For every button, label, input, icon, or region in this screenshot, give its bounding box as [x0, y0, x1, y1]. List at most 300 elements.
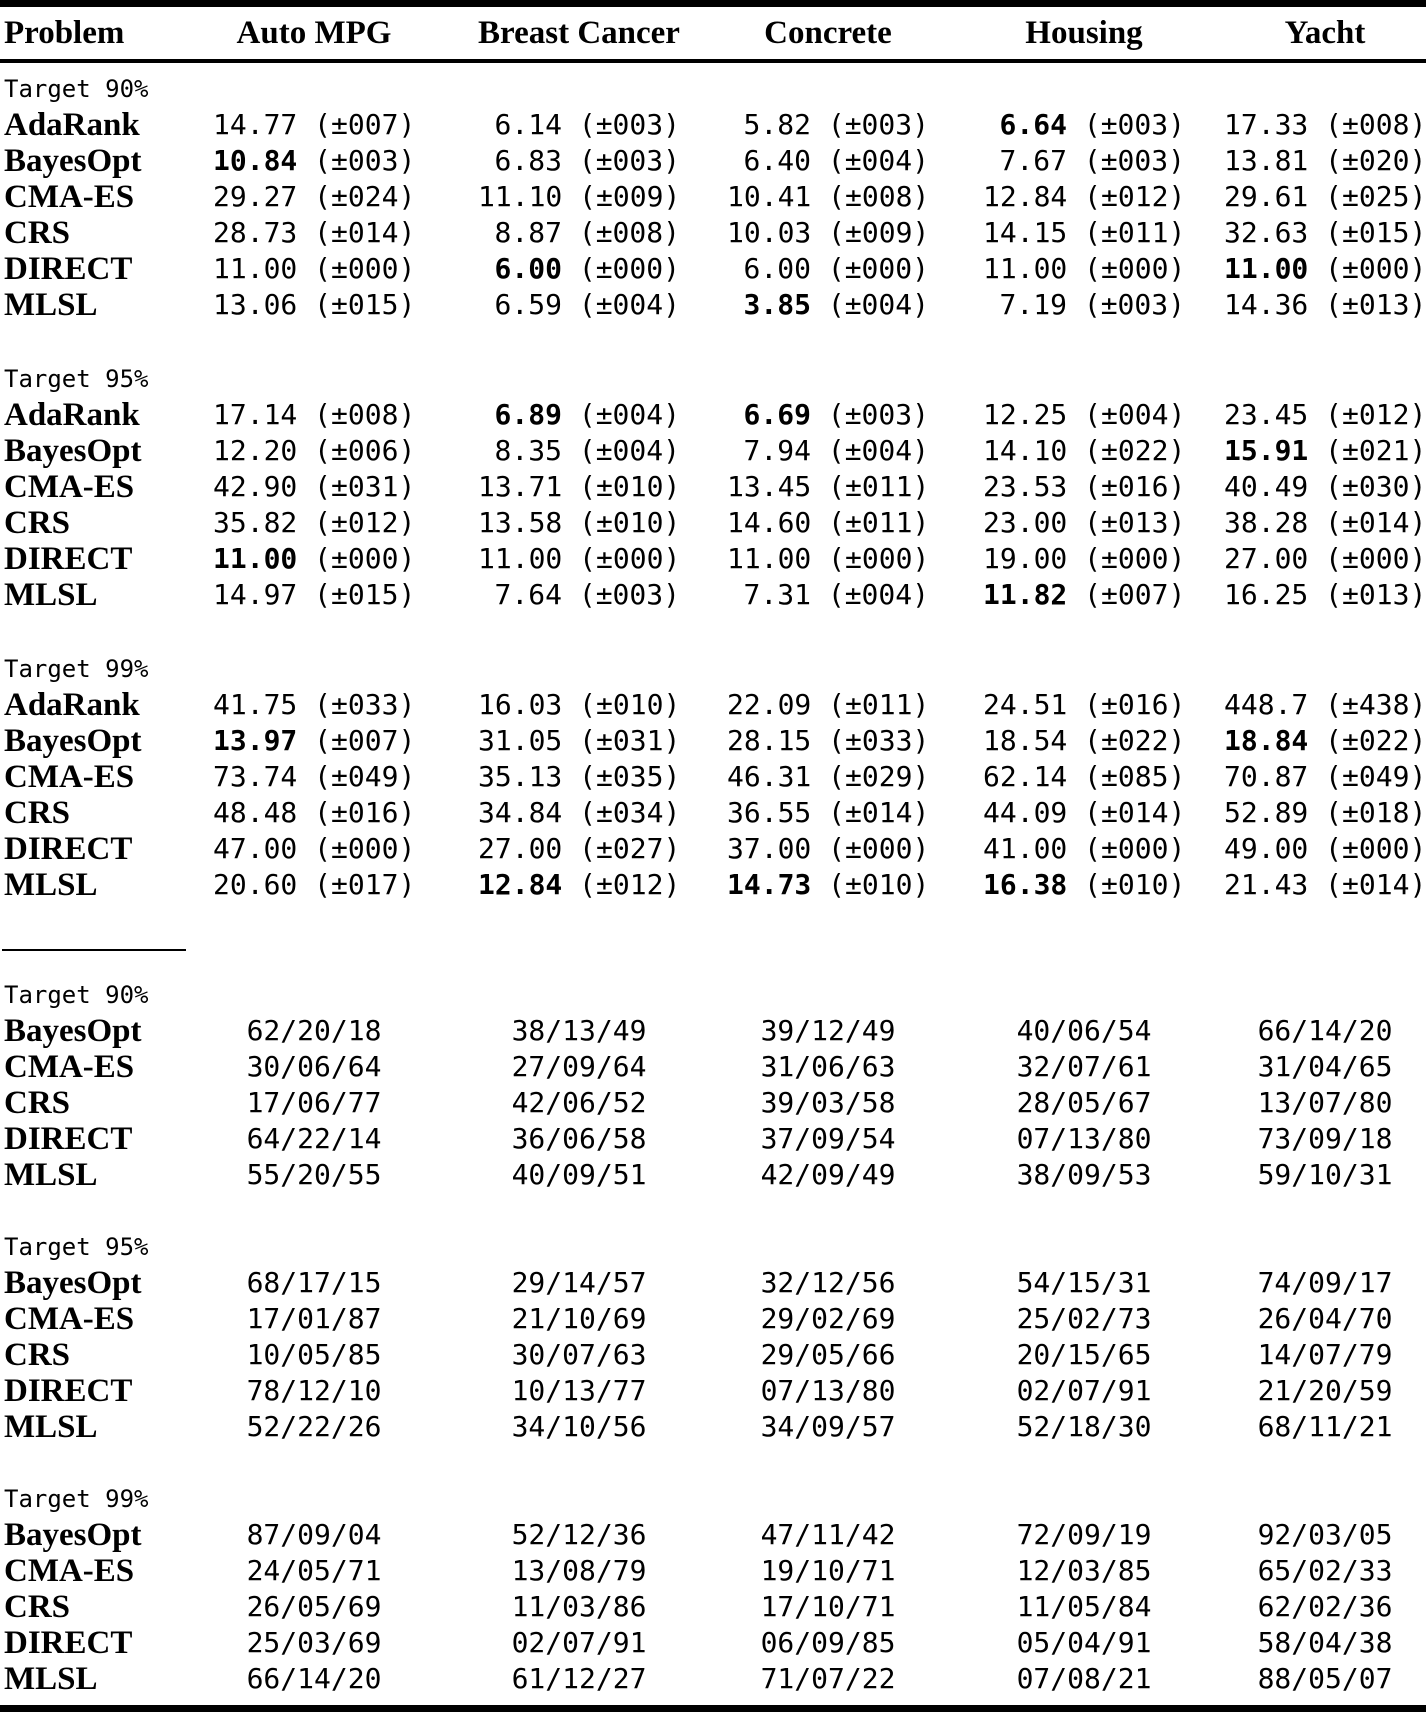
ratio-value: 36/06/58	[511, 1122, 647, 1155]
ratio-value: 54/15/31	[1016, 1266, 1152, 1299]
result-cell	[929, 180, 1186, 213]
result-cell	[680, 578, 929, 611]
result-value: 12.84	[478, 868, 563, 901]
result-value: 23.45	[1224, 398, 1309, 431]
result-value: 11.00	[983, 252, 1068, 285]
result-error: (±027)	[579, 832, 681, 865]
result-value: 7.94	[743, 434, 811, 467]
ratio-cell	[929, 1122, 1185, 1155]
result-error: (±022)	[1084, 434, 1186, 467]
result-cell	[1185, 398, 1426, 431]
result-error: (±000)	[1325, 832, 1426, 865]
result-error: (±014)	[828, 796, 930, 829]
table-row	[0, 107, 1426, 143]
result-value: 22.09	[727, 688, 812, 721]
ratio-value: 34/10/56	[511, 1410, 647, 1443]
method-label: BayesOpt	[4, 432, 142, 469]
target-label-row	[0, 1229, 1426, 1265]
method-label: AdaRank	[4, 396, 140, 433]
result-cell	[190, 506, 416, 539]
result-cell	[1185, 832, 1426, 865]
result-error: (±010)	[579, 506, 681, 539]
ratio-value: 17/06/77	[246, 1086, 382, 1119]
ratio-cell	[1185, 1626, 1426, 1659]
result-cell	[190, 688, 416, 721]
ratio-value: 10/05/85	[246, 1338, 382, 1371]
result-value: 16.25	[1224, 578, 1309, 611]
result-value: 47.00	[213, 832, 298, 865]
result-error: (±000)	[578, 252, 680, 285]
ratio-cell	[1185, 1158, 1426, 1191]
result-error: (±000)	[828, 542, 930, 575]
ratio-cell	[415, 1338, 680, 1371]
ratio-value: 26/04/70	[1257, 1302, 1393, 1335]
ratio-cell	[1185, 1554, 1426, 1587]
result-cell	[929, 832, 1186, 865]
ratio-cell	[680, 1662, 929, 1695]
column-header-label: Auto MPG	[236, 14, 392, 51]
result-value: 6.14	[494, 108, 562, 141]
result-value: 7.67	[999, 144, 1067, 177]
result-value: 17.14	[213, 398, 298, 431]
result-cell	[190, 832, 416, 865]
result-value: 6.40	[743, 144, 811, 177]
result-value: 13.45	[727, 470, 812, 503]
result-value: 12.84	[983, 180, 1068, 213]
bottom-rule	[0, 1705, 1426, 1712]
result-value: 21.43	[1224, 868, 1309, 901]
result-error: (±003)	[1083, 288, 1185, 321]
method-label: DIRECT	[4, 1624, 133, 1661]
column-header-label: Concrete	[764, 14, 892, 51]
target-label: Target 90%	[4, 980, 149, 1009]
result-cell	[680, 252, 929, 285]
ratio-cell	[190, 1590, 415, 1623]
result-value: 14.36	[1224, 288, 1309, 321]
ratio-cell	[190, 1050, 415, 1083]
result-value: 35.13	[478, 760, 563, 793]
result-value: 41.75	[213, 688, 298, 721]
ratio-cell	[190, 1086, 415, 1119]
header-rule	[0, 59, 1426, 63]
result-cell	[1185, 688, 1426, 721]
table-row	[0, 143, 1426, 179]
result-value: 14.97	[213, 578, 298, 611]
result-value: 13.81	[1224, 144, 1309, 177]
result-value: 6.64	[999, 108, 1067, 141]
result-error: (±016)	[1084, 470, 1186, 503]
result-cell	[1185, 542, 1426, 575]
ratio-value: 87/09/04	[246, 1518, 382, 1551]
result-cell	[1185, 434, 1426, 467]
table-row	[0, 251, 1426, 287]
ratio-cell	[415, 1086, 680, 1119]
ratio-cell	[415, 1590, 680, 1623]
result-value: 12.25	[983, 398, 1068, 431]
method-label: CMA-ES	[4, 1300, 135, 1337]
result-cell	[929, 252, 1186, 285]
result-error: (±035)	[579, 760, 681, 793]
result-value: 13.58	[478, 506, 563, 539]
result-error: (±021)	[1325, 434, 1426, 467]
result-error: (±022)	[1084, 724, 1186, 757]
result-error: (±003)	[1083, 108, 1185, 141]
ratio-value: 29/05/66	[760, 1338, 896, 1371]
ratio-value: 42/09/49	[760, 1158, 896, 1191]
result-error: (±029)	[828, 760, 930, 793]
result-cell	[929, 506, 1186, 539]
result-value: 35.82	[213, 506, 298, 539]
result-cell	[929, 288, 1185, 321]
result-value: 27.00	[1224, 542, 1309, 575]
result-value: 18.54	[983, 724, 1068, 757]
top-rule	[0, 0, 1426, 7]
ratio-value: 02/07/91	[511, 1626, 647, 1659]
result-cell	[1185, 760, 1426, 793]
result-error: (±020)	[1325, 144, 1426, 177]
result-value: 11.00	[213, 252, 298, 285]
result-cell	[680, 832, 930, 865]
result-value: 14.60	[727, 506, 812, 539]
ratio-cell	[680, 1086, 929, 1119]
table-row	[0, 287, 1426, 323]
result-error: (±004)	[827, 434, 929, 467]
method-label: CRS	[4, 214, 71, 251]
method-label: CRS	[4, 1588, 71, 1625]
result-value: 40.49	[1224, 470, 1309, 503]
table-row	[0, 1265, 1426, 1301]
result-cell	[929, 724, 1186, 757]
result-error: (±004)	[578, 434, 680, 467]
ratio-value: 68/17/15	[246, 1266, 382, 1299]
table-row	[0, 759, 1426, 795]
ratio-value: 55/20/55	[246, 1158, 382, 1191]
result-cell	[190, 470, 416, 503]
ratio-cell	[929, 1374, 1185, 1407]
result-error: (±012)	[314, 506, 416, 539]
ratio-cell	[1185, 1338, 1426, 1371]
result-value: 5.82	[743, 108, 811, 141]
col-header-problem	[0, 14, 190, 51]
result-value: 8.87	[494, 216, 562, 249]
result-value: 36.55	[727, 796, 812, 829]
result-cell	[1185, 868, 1426, 901]
result-error: (±011)	[828, 470, 930, 503]
ratio-value: 10/13/77	[511, 1374, 647, 1407]
result-error: (±003)	[578, 144, 680, 177]
result-value: 11.10	[478, 180, 563, 213]
ratio-value: 39/03/58	[760, 1086, 896, 1119]
result-cell	[929, 796, 1186, 829]
ratio-value: 21/10/69	[511, 1302, 647, 1335]
method-label: DIRECT	[4, 830, 133, 867]
result-cell	[190, 578, 416, 611]
result-value: 11.00	[727, 542, 812, 575]
ratio-value: 62/02/36	[1257, 1590, 1393, 1623]
results-section	[0, 651, 1426, 903]
result-error: (±014)	[1084, 796, 1186, 829]
ratio-value: 07/13/80	[760, 1374, 896, 1407]
ratio-cell	[1185, 1302, 1426, 1335]
ratio-value: 74/09/17	[1257, 1266, 1393, 1299]
table-row	[0, 1625, 1426, 1661]
result-value: 28.73	[213, 216, 298, 249]
result-error: (±000)	[579, 542, 681, 575]
result-error: (±015)	[1325, 216, 1426, 249]
ratio-cell	[680, 1122, 929, 1155]
result-cell	[415, 724, 681, 757]
result-cell	[680, 216, 930, 249]
result-error: (±014)	[314, 216, 416, 249]
table-row	[0, 1049, 1426, 1085]
result-error: (±000)	[1325, 252, 1426, 285]
result-error: (±000)	[314, 252, 416, 285]
method-label: MLSL	[4, 286, 98, 323]
result-value: 6.00	[494, 252, 562, 285]
ratio-value: 12/03/85	[1016, 1554, 1152, 1587]
result-error: (±004)	[578, 398, 680, 431]
ratio-cell	[680, 1158, 929, 1191]
result-value: 16.38	[983, 868, 1068, 901]
result-value: 62.14	[983, 760, 1068, 793]
result-error: (±049)	[1325, 760, 1426, 793]
method-label: AdaRank	[4, 686, 140, 723]
result-error: (±009)	[579, 180, 681, 213]
result-error: (±003)	[827, 108, 929, 141]
results-section	[0, 1229, 1426, 1445]
result-error: (±004)	[827, 144, 929, 177]
win-tie-loss-block	[0, 977, 1426, 1697]
ratio-cell	[929, 1554, 1185, 1587]
table-row	[0, 505, 1426, 541]
result-value: 11.00	[213, 542, 298, 575]
result-error: (±003)	[1083, 144, 1185, 177]
results-section	[0, 1481, 1426, 1697]
result-error: (±000)	[1084, 542, 1186, 575]
results-section	[0, 361, 1426, 613]
table-row	[0, 179, 1426, 215]
result-cell	[190, 180, 416, 213]
method-label: MLSL	[4, 576, 98, 613]
result-value: 27.00	[478, 832, 563, 865]
result-cell	[929, 108, 1185, 141]
result-error: (±000)	[828, 832, 930, 865]
result-error: (±000)	[827, 252, 929, 285]
result-value: 13.06	[213, 288, 298, 321]
result-cell	[1185, 724, 1426, 757]
target-label-row	[0, 71, 1426, 107]
method-label: BayesOpt	[4, 1516, 142, 1553]
result-cell	[680, 288, 929, 321]
result-value: 24.51	[983, 688, 1068, 721]
ratio-value: 02/07/91	[1016, 1374, 1152, 1407]
table-header-row	[0, 7, 1426, 59]
ratio-value: 73/09/18	[1257, 1122, 1393, 1155]
result-value: 29.61	[1224, 180, 1309, 213]
column-header-label: Problem	[4, 14, 125, 51]
ratio-value: 66/14/20	[246, 1662, 382, 1695]
ratio-cell	[1185, 1086, 1426, 1119]
ratio-cell	[929, 1086, 1185, 1119]
result-value: 11.82	[983, 578, 1068, 611]
ratio-value: 42/06/52	[511, 1086, 647, 1119]
ratio-cell	[415, 1014, 680, 1047]
result-cell	[680, 144, 929, 177]
ratio-value: 26/05/69	[246, 1590, 382, 1623]
ratio-cell	[929, 1662, 1185, 1695]
ratio-cell	[190, 1374, 415, 1407]
ratio-value: 29/02/69	[760, 1302, 896, 1335]
table-row	[0, 1409, 1426, 1445]
ratio-value: 31/06/63	[760, 1050, 896, 1083]
result-cell	[415, 180, 681, 213]
column-header-label: Breast Cancer	[478, 14, 680, 51]
target-label: Target 95%	[4, 364, 149, 393]
result-error: (±015)	[314, 288, 416, 321]
result-error: (±000)	[1325, 542, 1426, 575]
result-error: (±010)	[579, 688, 681, 721]
col-header-yacht	[1185, 14, 1426, 51]
ratio-cell	[1185, 1590, 1426, 1623]
result-cell	[680, 506, 930, 539]
result-value: 19.00	[983, 542, 1068, 575]
ratio-value: 39/12/49	[760, 1014, 896, 1047]
method-label: CMA-ES	[4, 468, 135, 505]
result-value: 34.84	[478, 796, 563, 829]
result-error: (±013)	[1084, 506, 1186, 539]
result-value: 6.83	[494, 144, 562, 177]
ratio-value: 38/09/53	[1016, 1158, 1152, 1191]
result-cell	[1185, 180, 1426, 213]
method-label: DIRECT	[4, 1372, 133, 1409]
target-label: Target 99%	[4, 654, 149, 683]
result-cell	[415, 506, 681, 539]
target-label-row	[0, 651, 1426, 687]
ratio-value: 32/12/56	[760, 1266, 896, 1299]
ratio-cell	[929, 1410, 1185, 1443]
result-cell	[929, 578, 1186, 611]
result-error: (±014)	[1325, 506, 1426, 539]
result-cell	[415, 796, 681, 829]
result-cell	[680, 398, 929, 431]
ratio-cell	[415, 1518, 680, 1551]
target-label-row	[0, 977, 1426, 1013]
ratio-value: 71/07/22	[760, 1662, 896, 1695]
result-error: (±049)	[314, 760, 416, 793]
result-error: (±000)	[1084, 252, 1186, 285]
result-error: (±004)	[1084, 398, 1186, 431]
result-cell	[190, 252, 416, 285]
table-row	[0, 1085, 1426, 1121]
ratio-cell	[680, 1338, 929, 1371]
result-error: (±000)	[314, 832, 416, 865]
result-error: (±006)	[314, 434, 416, 467]
target-label: Target 95%	[4, 1232, 149, 1261]
method-label: MLSL	[4, 866, 98, 903]
result-cell	[415, 832, 681, 865]
result-cell	[415, 108, 680, 141]
result-cell	[190, 434, 416, 467]
result-error: (±009)	[828, 216, 930, 249]
result-error: (±008)	[578, 216, 680, 249]
table-row	[0, 723, 1426, 759]
ratio-cell	[1185, 1050, 1426, 1083]
result-value: 32.63	[1224, 216, 1309, 249]
ratio-cell	[929, 1302, 1185, 1335]
result-error: (±007)	[314, 108, 416, 141]
ratio-value: 21/20/59	[1257, 1374, 1393, 1407]
result-error: (±004)	[827, 578, 929, 611]
table-row	[0, 215, 1426, 251]
result-cell	[1185, 470, 1426, 503]
result-error: (±013)	[1325, 578, 1426, 611]
ratio-cell	[190, 1554, 415, 1587]
ratio-value: 11/03/86	[511, 1590, 647, 1623]
result-error: (±018)	[1325, 796, 1426, 829]
ratio-value: 92/03/05	[1257, 1518, 1393, 1551]
ratio-cell	[1185, 1410, 1426, 1443]
ratio-cell	[190, 1266, 415, 1299]
ratio-cell	[1185, 1266, 1426, 1299]
ratio-value: 37/09/54	[760, 1122, 896, 1155]
result-cell	[415, 288, 680, 321]
ratio-value: 25/03/69	[246, 1626, 382, 1659]
ratio-cell	[190, 1662, 415, 1695]
table-row	[0, 795, 1426, 831]
result-cell	[190, 288, 416, 321]
ratio-cell	[415, 1122, 680, 1155]
result-error: (±033)	[314, 688, 416, 721]
ratio-cell	[680, 1410, 929, 1443]
result-value: 41.00	[983, 832, 1068, 865]
ratio-value: 07/08/21	[1016, 1662, 1152, 1695]
table-row	[0, 541, 1426, 577]
result-error: (±030)	[1325, 470, 1426, 503]
result-error: (±007)	[314, 724, 416, 757]
result-error: (±008)	[1325, 108, 1426, 141]
result-cell	[680, 760, 930, 793]
result-value: 13.97	[213, 724, 298, 757]
ratio-cell	[680, 1302, 929, 1335]
ratio-cell	[680, 1518, 929, 1551]
section-separator-rule	[2, 949, 186, 951]
target-label-row	[0, 1481, 1426, 1517]
result-cell	[680, 542, 930, 575]
table-row	[0, 1157, 1426, 1193]
ratio-value: 27/09/64	[511, 1050, 647, 1083]
results-section	[0, 71, 1426, 323]
result-cell	[415, 542, 681, 575]
result-cell	[929, 760, 1186, 793]
result-error: (±010)	[828, 868, 930, 901]
result-value: 18.84	[1224, 724, 1309, 757]
table-row	[0, 397, 1426, 433]
ratio-cell	[680, 1590, 929, 1623]
result-cell	[929, 398, 1186, 431]
result-value: 14.73	[727, 868, 812, 901]
result-error: (±000)	[314, 542, 416, 575]
result-cell	[1185, 288, 1426, 321]
ratio-value: 13/08/79	[511, 1554, 647, 1587]
result-cell	[680, 180, 930, 213]
result-cell	[680, 470, 930, 503]
ratio-cell	[929, 1590, 1185, 1623]
result-value: 12.20	[213, 434, 298, 467]
ratio-value: 47/11/42	[760, 1518, 896, 1551]
method-label: BayesOpt	[4, 142, 142, 179]
table-row	[0, 831, 1426, 867]
result-error: (±012)	[579, 868, 681, 901]
